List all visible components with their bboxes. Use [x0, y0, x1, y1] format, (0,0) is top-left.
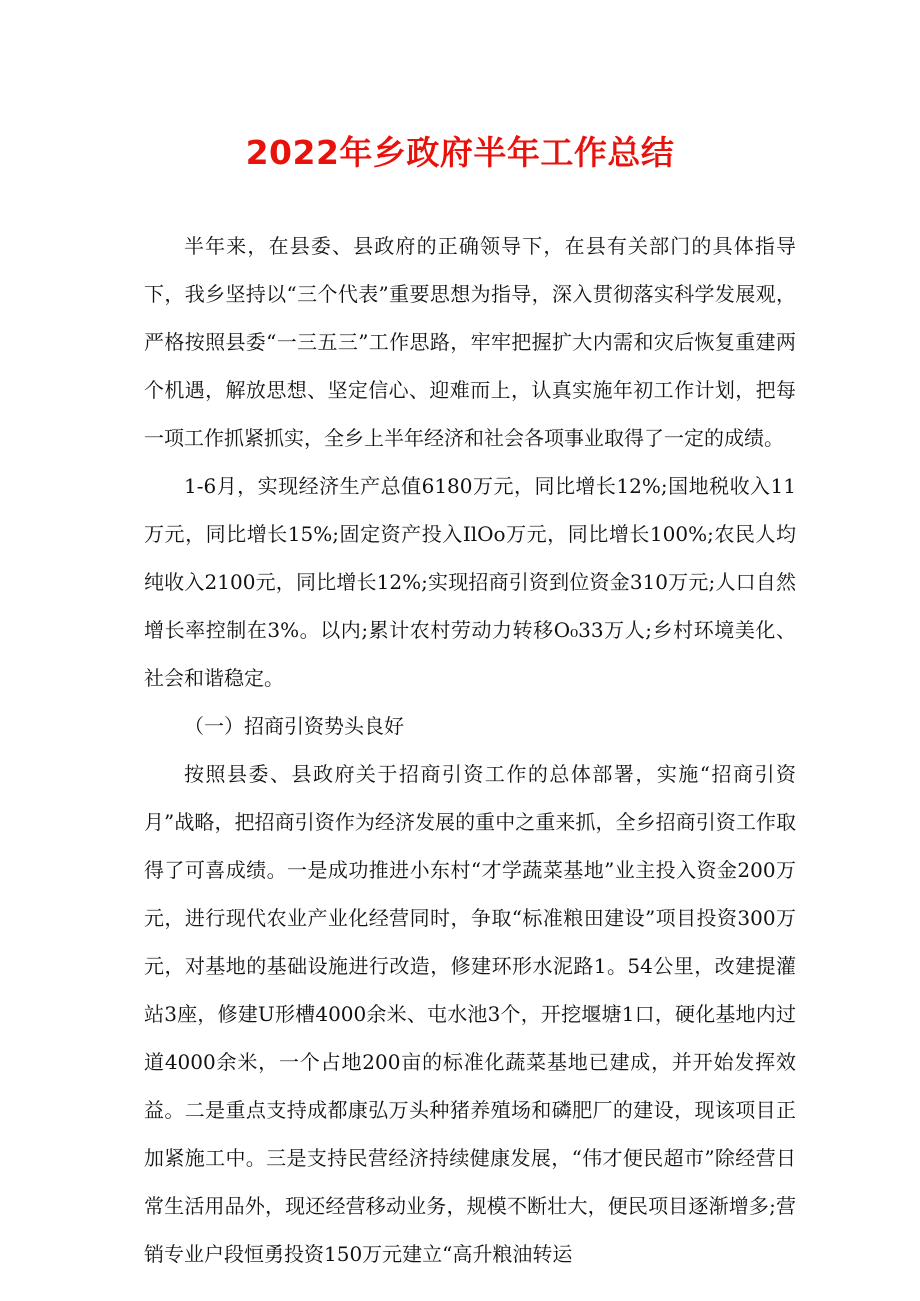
- paragraph-investment: 按照县委、县政府关于招商引资工作的总体部署，实施“招商引资月”战略，把招商引资作为经济发展的重中之重来抓，全乡招商引资工作取得了可喜成绩。一是成功推进小东村“才学蔬菜基地”业主投入资金200万元，进行现代农业产业化经营同时，争取“标准粮田建设”项目投资300万元，对基地的基础设施进行改造，修建环形水泥路1。54公里，改建提灌站3座，修建U形槽4000余米、屯水池3个，开挖堰塘1口，硬化基地内过道4000余米，一个占地200亩的标准化蔬菜基地已建成，并开始发挥效益。二是重点支持成都康弘万头种猪养殖场和磷肥厂的建设，现该项目正加紧施工中。三是支持民营经济持续健康发展，“伟才便民超市”除经营日常生活用品外，现还经营移动业务，规模不断壮大，便民项目逐渐增多;营销专业户段恒勇投资150万元建立“高升粮油转运: [144, 762, 796, 1266]
- document-body: [144, 222, 796, 1278]
- section-heading-investment: （一）招商引资势头良好: [184, 714, 404, 738]
- paragraph-statistics: 1-6月，实现经济生产总值6180万元，同比增长12%;国地税收入11万元，同比增长15%;固定资产投入IlOo万元，同比增长100%;农民人均纯收入2100元，同比增长12%;实现招商引资到位资金310万元;人口自然增长率控制在3%。以内;累计农村劳动力转移O₀33万人;乡村环境美化、社会和谐稳定。: [144, 474, 796, 690]
- paragraph-intro: 半年来，在县委、县政府的正确领导下，在县有关部门的具体指导下，我乡坚持以“三个代表”重要思想为指导，深入贯彻落实科学发展观，严格按照县委“一三五三”工作思路，牢牢把握扩大内需和灾后恢复重建两个机遇，解放思想、坚定信心、迎难而上，认真实施年初工作计划，把每一项工作抓紧抓实，全乡上半年经济和社会各项事业取得了一定的成绩。: [144, 234, 796, 450]
- page-title: 2022年乡政府半年工作总结: [245, 133, 675, 172]
